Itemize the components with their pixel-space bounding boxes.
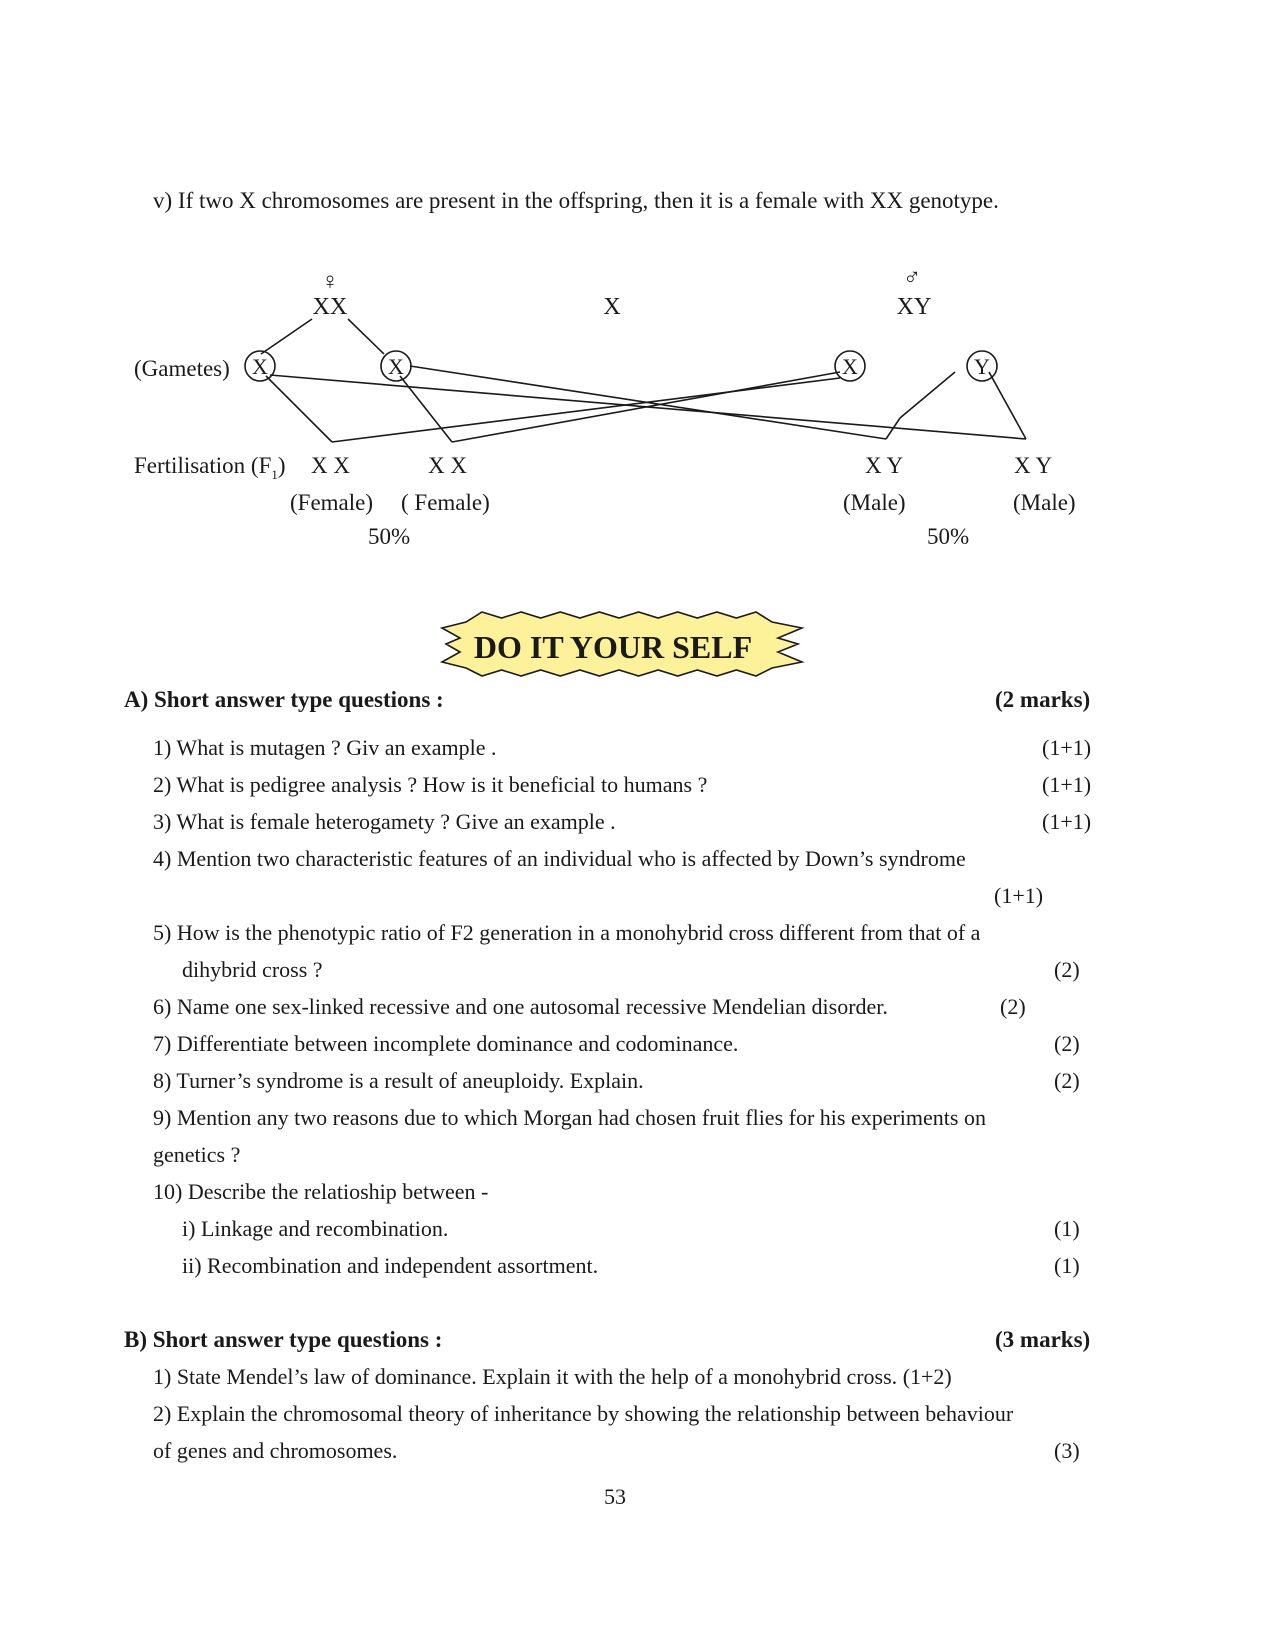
question-a3: 3) What is female heterogamety ? Give an example . — [153, 809, 616, 834]
do-it-yourself-banner — [436, 604, 808, 684]
offspring-2-genotype: X X — [428, 453, 467, 478]
intro-line: v) If two X chromosomes are present in the offspring, then it is a female with XX genotype. — [153, 188, 999, 213]
gamete-1: X — [252, 354, 268, 379]
male-y-to-xy1-line — [900, 372, 955, 418]
question-b2-cont: of genes and chromosomes. — [153, 1438, 398, 1463]
question-a9-cont: genetics ? — [153, 1142, 241, 1167]
question-a5-marks: (2) — [1054, 957, 1080, 982]
question-b2: 2) Explain the chromosomal theory of inheritance by showing the relationship between behaviour — [153, 1401, 1014, 1426]
section-a-title: A) Short answer type questions : — [124, 687, 444, 712]
question-b1 — [153, 1364, 952, 1390]
question-a2: 2) What is pedigree analysis ? How is it beneficial to humans ? — [153, 772, 708, 797]
question-b2-marks: (3) — [1054, 1438, 1080, 1463]
female-genotype: XX — [312, 294, 348, 320]
question-a4: 4) Mention two characteristic features of an individual who is affected by Down’s syndrome — [153, 846, 966, 871]
male-symbol-icon: ♂ — [903, 265, 921, 291]
question-a5: 5) How is the phenotypic ratio of F2 generation in a monohybrid cross different from that of a — [153, 920, 981, 945]
gamete-2: X — [388, 354, 404, 379]
question-a1: 1) What is mutagen ? Giv an example . — [153, 735, 497, 760]
fertilisation-label: Fertilisation $(F_1)$ — [134, 453, 286, 482]
percent-female: 50% — [368, 524, 411, 549]
question-a9: 9) Mention any two reasons due to which Morgan had chosen fruit flies for his experiments on — [153, 1105, 986, 1130]
question-a7-marks: (2) — [1054, 1031, 1080, 1056]
male-genotype: XY — [896, 294, 932, 320]
question-a3-marks: (1+1) — [1042, 809, 1092, 834]
gametes-label: (Gametes) — [134, 356, 230, 381]
percent-male: 50% — [927, 524, 970, 549]
question-a7: 7) Differentiate between incomplete dominance and codominance. — [153, 1031, 739, 1056]
offspring-2-sex: ( Female) — [401, 490, 490, 515]
gamete-3: X — [842, 354, 858, 379]
question-a4-marks: (1+1) — [994, 883, 1044, 908]
female-symbol-icon: ♀ — [321, 269, 339, 295]
banner-text: DO IT YOUR SELF — [473, 629, 753, 665]
offspring-1-sex: (Female) — [290, 490, 374, 515]
question-a10-sub-ii-marks: (1) — [1054, 1253, 1080, 1278]
question-a10: 10) Describe the relatioship between - — [153, 1179, 489, 1204]
question-a8: 8) Turner’s syndrome is a result of aneuploidy. Explain. — [153, 1068, 644, 1093]
female-to-gamete-2-line — [348, 319, 384, 354]
question-a2-marks: (1+1) — [1042, 772, 1092, 797]
question-a6-marks: (2) — [1000, 994, 1026, 1019]
question-b1-marks: (1+2) — [902, 1364, 952, 1389]
female-to-gamete-1-line — [261, 319, 312, 354]
question-a6: 6) Name one sex-linked recessive and one autosomal recessive Mendelian disorder. — [153, 994, 888, 1019]
question-a8-marks: (2) — [1054, 1068, 1080, 1093]
question-a5-cont: dihybrid cross ? — [182, 957, 323, 982]
offspring-1-genotype: X X — [311, 453, 350, 478]
offspring-3-sex: (Male) — [843, 490, 906, 515]
cross-sign: X — [603, 294, 621, 320]
gamete-4: Y — [974, 354, 990, 379]
section-b-title: B) Short answer type questions : — [124, 1327, 443, 1352]
offspring-4-genotype: X Y — [1014, 453, 1053, 478]
page-number: 53 — [604, 1484, 626, 1509]
question-b1-text: 1) State Mendel’s law of dominance. Explain it with the help of a monohybrid cross. — [153, 1364, 898, 1389]
question-a10-sub-i: i) Linkage and recombination. — [182, 1216, 449, 1241]
offspring-4-sex: (Male) — [1013, 490, 1076, 515]
question-a10-sub-i-marks: (1) — [1054, 1216, 1080, 1241]
question-a10-sub-ii: ii) Recombination and independent assortment. — [182, 1253, 599, 1278]
male-y-to-xy2-line — [989, 372, 1026, 439]
offspring-3-genotype: X Y — [865, 453, 904, 478]
section-a-marks: (2 marks) — [995, 687, 1091, 712]
sex-determination-cross-diagram — [0, 250, 1275, 560]
section-b-marks: (3 marks) — [995, 1327, 1091, 1352]
gamete1-to-xx1-line — [266, 376, 332, 442]
question-a1-marks: (1+1) — [1042, 735, 1092, 760]
